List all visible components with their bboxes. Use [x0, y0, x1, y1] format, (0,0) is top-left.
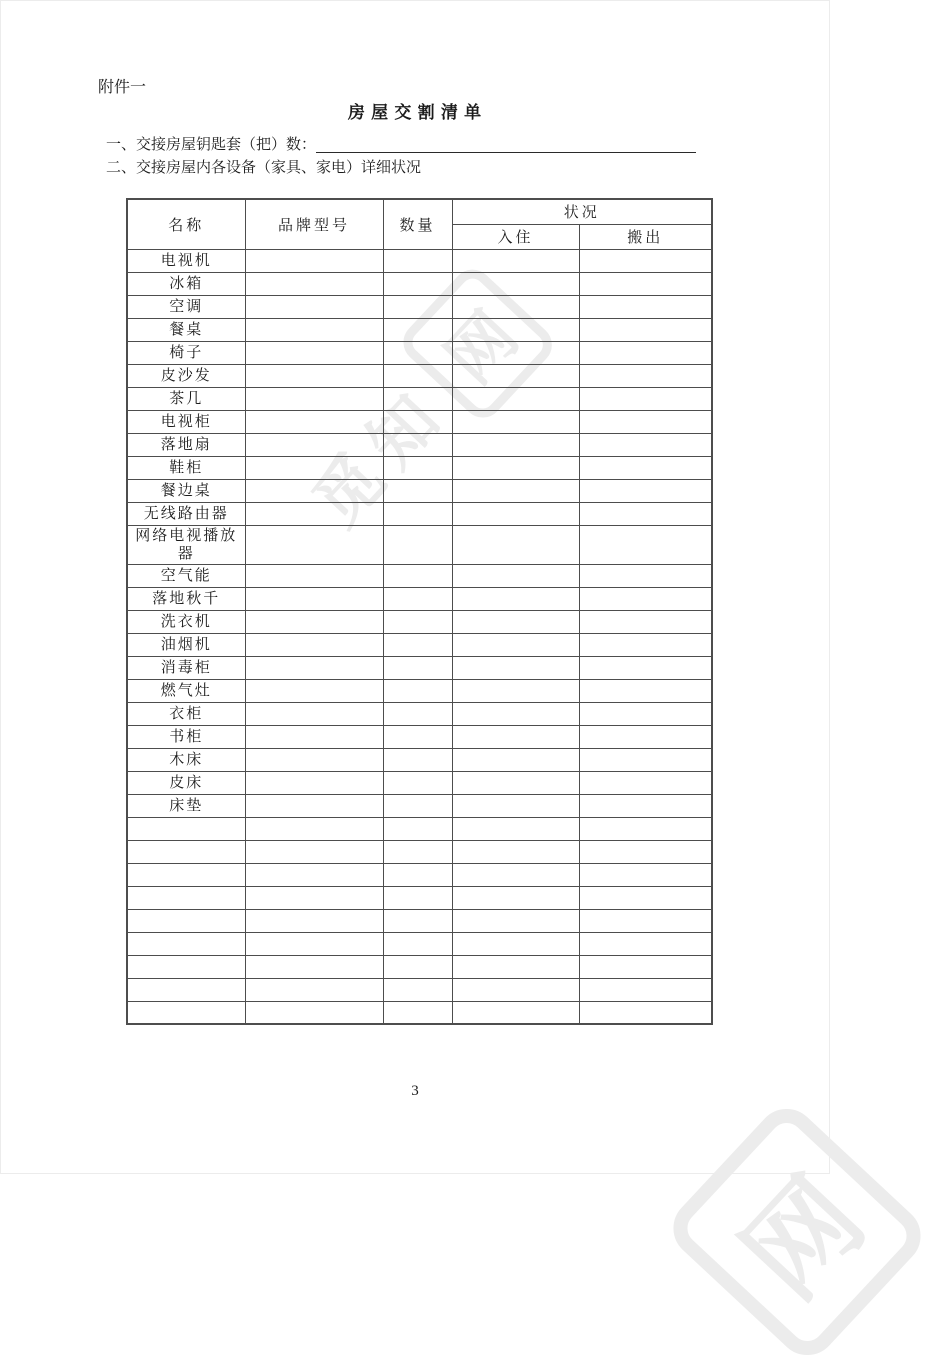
qty-cell — [383, 364, 452, 387]
brand-cell — [245, 656, 383, 679]
brand-cell — [245, 840, 383, 863]
table-row — [127, 725, 712, 748]
handover-table — [126, 198, 713, 1025]
table-row — [127, 456, 712, 479]
brand-cell — [245, 863, 383, 886]
keys-count-label: 一、交接房屋钥匙套（把）数： — [106, 137, 317, 153]
brand-cell — [245, 295, 383, 318]
moveout-cell — [579, 656, 712, 679]
qty-cell — [383, 318, 452, 341]
moveout-cell — [579, 341, 712, 364]
brand-cell — [245, 932, 383, 955]
table-row — [127, 909, 712, 932]
brand-cell — [245, 817, 383, 840]
movein-cell — [452, 656, 579, 679]
keys-count-blank — [316, 135, 696, 153]
moveout-cell — [579, 679, 712, 702]
watermark-text: 觅知 — [300, 373, 464, 541]
brand-cell — [245, 587, 383, 610]
moveout-cell — [579, 725, 712, 748]
moveout-cell — [579, 433, 712, 456]
movein-cell — [452, 387, 579, 410]
brand-cell — [245, 679, 383, 702]
item-name-cell — [127, 932, 245, 955]
moveout-cell — [579, 909, 712, 932]
table-row — [127, 295, 712, 318]
table-row — [127, 564, 712, 587]
movein-cell — [452, 863, 579, 886]
brand-cell — [245, 410, 383, 433]
table-row — [127, 318, 712, 341]
movein-cell — [452, 479, 579, 502]
moveout-cell — [579, 932, 712, 955]
table-row — [127, 679, 712, 702]
qty-cell — [383, 502, 452, 525]
moveout-cell — [579, 364, 712, 387]
watermark-corner — [661, 1097, 933, 1367]
moveout-cell — [579, 771, 712, 794]
brand-cell — [245, 272, 383, 295]
brand-cell — [245, 978, 383, 1001]
item-name-cell: 茶几 — [127, 387, 245, 410]
table-row — [127, 840, 712, 863]
qty-cell — [383, 679, 452, 702]
col-header-brand: 品牌型号 — [245, 199, 383, 249]
moveout-cell — [579, 456, 712, 479]
item-name-cell: 木床 — [127, 748, 245, 771]
qty-cell — [383, 587, 452, 610]
qty-cell — [383, 525, 452, 564]
movein-cell — [452, 272, 579, 295]
item-name-cell: 皮沙发 — [127, 364, 245, 387]
table-row — [127, 479, 712, 502]
movein-cell — [452, 525, 579, 564]
brand-cell — [245, 564, 383, 587]
item-name-cell — [127, 863, 245, 886]
qty-cell — [383, 564, 452, 587]
movein-cell — [452, 502, 579, 525]
brand-cell — [245, 794, 383, 817]
movein-cell — [452, 771, 579, 794]
moveout-cell — [579, 410, 712, 433]
qty-cell — [383, 771, 452, 794]
qty-cell — [383, 932, 452, 955]
equipment-status-label: 二、交接房屋内各设备（家具、家电）详细状况 — [106, 160, 422, 176]
brand-cell — [245, 433, 383, 456]
moveout-cell — [579, 633, 712, 656]
item-name-cell: 空气能 — [127, 564, 245, 587]
table-row — [127, 387, 712, 410]
movein-cell — [452, 978, 579, 1001]
table-row — [127, 610, 712, 633]
brand-cell — [245, 955, 383, 978]
qty-cell — [383, 817, 452, 840]
movein-cell — [452, 610, 579, 633]
moveout-cell — [579, 587, 712, 610]
page-title: 房 屋 交 割 清 单 — [347, 103, 483, 122]
qty-cell — [383, 955, 452, 978]
qty-cell — [383, 272, 452, 295]
table-row — [127, 364, 712, 387]
movein-cell — [452, 955, 579, 978]
watermark-boxed-char: 网 — [395, 261, 560, 425]
moveout-cell — [579, 564, 712, 587]
movein-cell — [452, 702, 579, 725]
moveout-cell — [579, 1001, 712, 1024]
moveout-cell — [579, 748, 712, 771]
table-row — [127, 794, 712, 817]
moveout-cell — [579, 249, 712, 272]
qty-cell — [383, 1001, 452, 1024]
movein-cell — [452, 725, 579, 748]
moveout-cell — [579, 318, 712, 341]
item-name-cell: 落地秋千 — [127, 587, 245, 610]
item-name-cell: 落地扇 — [127, 433, 245, 456]
col-header-qty: 数量 — [383, 199, 452, 249]
col-header-name: 名称 — [127, 199, 245, 249]
brand-cell — [245, 909, 383, 932]
item-name-cell: 消毒柜 — [127, 656, 245, 679]
brand-cell — [245, 725, 383, 748]
qty-cell — [383, 479, 452, 502]
table-row — [127, 410, 712, 433]
brand-cell — [245, 456, 383, 479]
brand-cell — [245, 502, 383, 525]
brand-cell — [245, 364, 383, 387]
table-row — [127, 249, 712, 272]
item-name-cell: 椅子 — [127, 341, 245, 364]
item-name-cell — [127, 1001, 245, 1024]
qty-cell — [383, 610, 452, 633]
item-name-cell: 餐边桌 — [127, 479, 245, 502]
watermark-boxed-char: 网 — [661, 1097, 933, 1367]
item-name-cell: 无线路由器 — [127, 502, 245, 525]
movein-cell — [452, 633, 579, 656]
qty-cell — [383, 456, 452, 479]
table-row — [127, 932, 712, 955]
moveout-cell — [579, 387, 712, 410]
qty-cell — [383, 249, 452, 272]
moveout-cell — [579, 502, 712, 525]
table-row — [127, 817, 712, 840]
movein-cell — [452, 364, 579, 387]
table-row — [127, 702, 712, 725]
moveout-cell — [579, 955, 712, 978]
item-name-cell: 皮床 — [127, 771, 245, 794]
brand-cell — [245, 610, 383, 633]
moveout-cell — [579, 702, 712, 725]
item-name-cell: 餐桌 — [127, 318, 245, 341]
qty-cell — [383, 295, 452, 318]
table-row — [127, 502, 712, 525]
table-row — [127, 341, 712, 364]
qty-cell — [383, 863, 452, 886]
qty-cell — [383, 748, 452, 771]
qty-cell — [383, 410, 452, 433]
item-name-cell — [127, 886, 245, 909]
col-header-movein: 入住 — [452, 224, 579, 249]
movein-cell — [452, 817, 579, 840]
brand-cell — [245, 249, 383, 272]
col-header-status: 状况 — [452, 199, 712, 224]
item-name-cell: 燃气灶 — [127, 679, 245, 702]
moveout-cell — [579, 794, 712, 817]
movein-cell — [452, 456, 579, 479]
brand-cell — [245, 341, 383, 364]
table-row — [127, 587, 712, 610]
item-name-cell: 洗衣机 — [127, 610, 245, 633]
item-name-cell: 油烟机 — [127, 633, 245, 656]
movein-cell — [452, 840, 579, 863]
movein-cell — [452, 932, 579, 955]
moveout-cell — [579, 479, 712, 502]
table-header-row-1 — [127, 199, 712, 224]
moveout-cell — [579, 525, 712, 564]
moveout-cell — [579, 863, 712, 886]
brand-cell — [245, 1001, 383, 1024]
item-name-cell: 冰箱 — [127, 272, 245, 295]
brand-cell — [245, 525, 383, 564]
brand-cell — [245, 771, 383, 794]
qty-cell — [383, 840, 452, 863]
qty-cell — [383, 633, 452, 656]
brand-cell — [245, 748, 383, 771]
col-header-moveout: 搬出 — [579, 224, 712, 249]
page-number: 3 — [411, 1083, 419, 1099]
table-row — [127, 771, 712, 794]
item-name-cell: 电视机 — [127, 249, 245, 272]
brand-cell — [245, 318, 383, 341]
item-name-cell: 空调 — [127, 295, 245, 318]
table-row — [127, 748, 712, 771]
table-row — [127, 863, 712, 886]
movein-cell — [452, 1001, 579, 1024]
brand-cell — [245, 479, 383, 502]
movein-cell — [452, 886, 579, 909]
movein-cell — [452, 748, 579, 771]
item-name-cell: 书柜 — [127, 725, 245, 748]
table-row — [127, 955, 712, 978]
item-name-cell — [127, 978, 245, 1001]
moveout-cell — [579, 840, 712, 863]
table-row — [127, 978, 712, 1001]
moveout-cell — [579, 610, 712, 633]
movein-cell — [452, 564, 579, 587]
item-name-cell: 衣柜 — [127, 702, 245, 725]
table-row — [127, 433, 712, 456]
movein-cell — [452, 249, 579, 272]
table-row — [127, 633, 712, 656]
brand-cell — [245, 633, 383, 656]
keys-count-line — [106, 135, 696, 155]
table-row — [127, 525, 712, 564]
item-name-cell: 网络电视播放器 — [127, 525, 245, 564]
brand-cell — [245, 886, 383, 909]
qty-cell — [383, 725, 452, 748]
qty-cell — [383, 794, 452, 817]
moveout-cell — [579, 295, 712, 318]
movein-cell — [452, 433, 579, 456]
movein-cell — [452, 295, 579, 318]
moveout-cell — [579, 978, 712, 1001]
qty-cell — [383, 656, 452, 679]
brand-cell — [245, 702, 383, 725]
item-name-cell — [127, 817, 245, 840]
item-name-cell — [127, 840, 245, 863]
qty-cell — [383, 702, 452, 725]
table-row — [127, 272, 712, 295]
movein-cell — [452, 341, 579, 364]
qty-cell — [383, 341, 452, 364]
item-name-cell — [127, 909, 245, 932]
moveout-cell — [579, 886, 712, 909]
qty-cell — [383, 886, 452, 909]
table-row — [127, 1001, 712, 1024]
moveout-cell — [579, 817, 712, 840]
item-name-cell — [127, 955, 245, 978]
movein-cell — [452, 679, 579, 702]
qty-cell — [383, 909, 452, 932]
item-name-cell: 鞋柜 — [127, 456, 245, 479]
qty-cell — [383, 387, 452, 410]
qty-cell — [383, 978, 452, 1001]
table-row — [127, 886, 712, 909]
brand-cell — [245, 387, 383, 410]
table-body — [127, 249, 712, 1024]
item-name-cell: 床垫 — [127, 794, 245, 817]
movein-cell — [452, 794, 579, 817]
moveout-cell — [579, 272, 712, 295]
movein-cell — [452, 909, 579, 932]
item-name-cell: 电视柜 — [127, 410, 245, 433]
qty-cell — [383, 433, 452, 456]
movein-cell — [452, 587, 579, 610]
movein-cell — [452, 318, 579, 341]
movein-cell — [452, 410, 579, 433]
table-row — [127, 656, 712, 679]
attachment-label: 附件一 — [98, 79, 147, 96]
